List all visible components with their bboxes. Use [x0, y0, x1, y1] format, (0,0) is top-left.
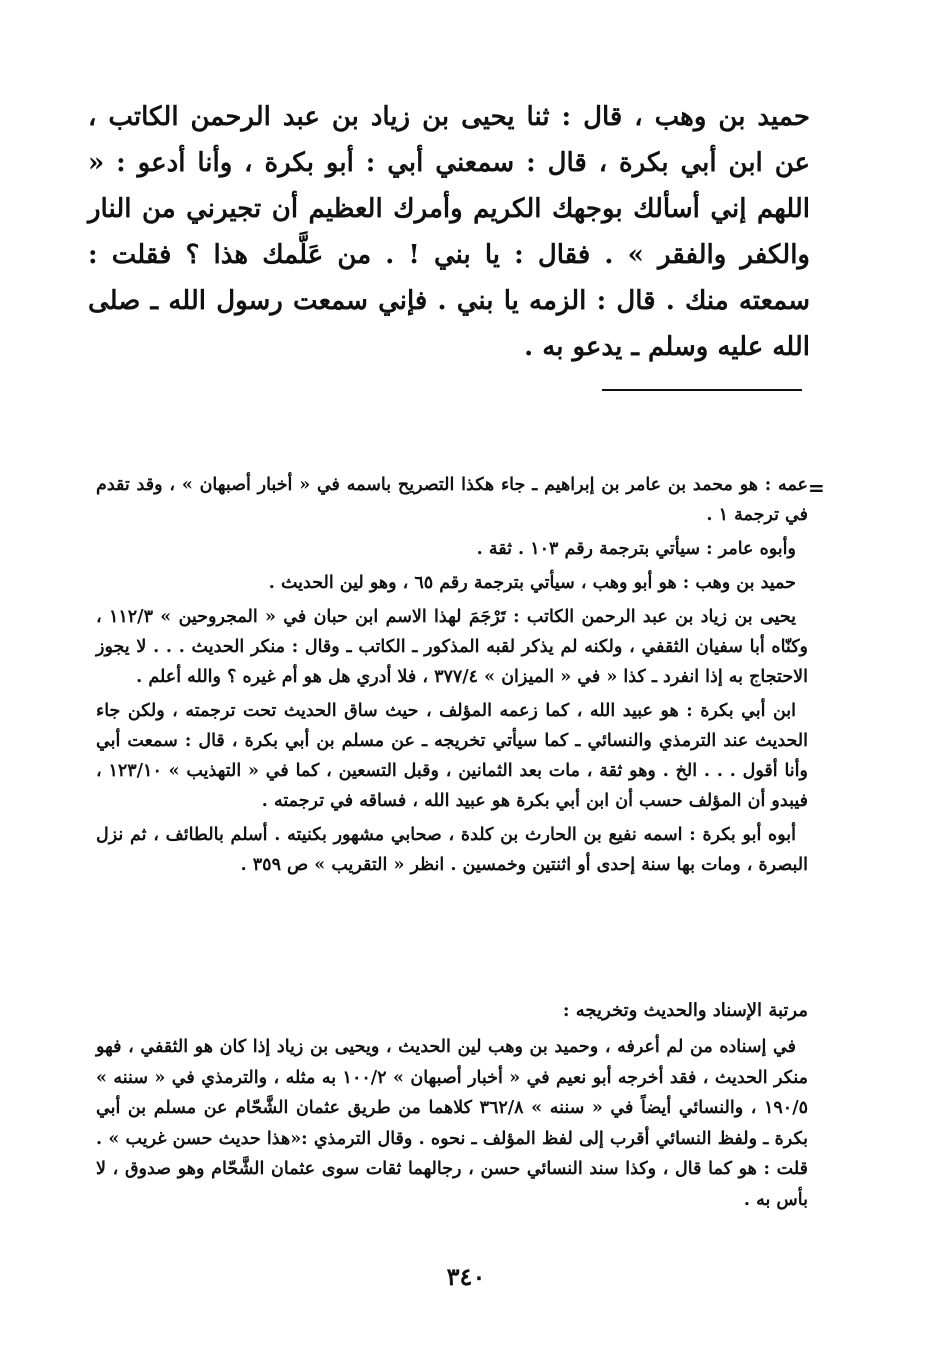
footnotes-block: [96, 470, 808, 884]
page-number: ٣٤٠: [446, 1262, 486, 1291]
footnote-continuation-marker: =: [808, 476, 825, 500]
section-body-text: في إسناده من لم أعرفه ، وحميد بن وهب لين الحديث ، ويحيى بن زياد إذا كان هو الثقفي ، فهو منكر الحديث ، فقد أخرجه أبو نعيم في « أخبار أصبهان » ١٠٠/٢ به مثله ، والترمذي في « سننه » ١٩٠/٥ ، والنسائي أيضاً في « سننه » ٣٦٢/٨ كلاهما من طريق عثمان الشَّحّام عن مسلم بن أبي بكرة ـ ولفظ النسائي أقرب إلى لفظ المؤلف ـ نحوه . وقال الترمذي :«هذا حديث حسن غريب » . قلت : هو كما قال ، وكذا سند النسائي حسن ، رجالهما ثقات سوى عثمان الشَّحّام وهو صدوق ، لا بأس به .: [96, 1037, 808, 1210]
section-heading: مرتبة الإسناد والحديث وتخريجه :: [562, 1000, 808, 1021]
footnote-paragraph: ابن أبي بكرة : هو عبيد الله ، كما زعمه المؤلف ، حيث ساق الحديث تحت ترجمته ، ولكن جاء الحديث عند الترمذي والنسائي ـ كما سيأتي تخريجه ـ عن مسلم بن أبي بكرة ، قال : سمعت أبي وأنا أقول . . . الخ . وهو ثقة ، مات بعد الثمانين ، وقبل التسعين ، كما في « التهذيب » ١٢٣/١٠ ، فيبدو أن المؤلف حسب أن ابن أبي بكرة هو عبيد الله ، فساقه في ترجمته .: [96, 701, 808, 811]
footnote-paragraph: عمه : هو محمد بن عامر بن إبراهيم ـ جاء هكذا التصريح باسمه في « أخبار أصبهان » ، وقد تقدم في ترجمة ١ .: [96, 475, 808, 525]
footnote-paragraph: وأبوه عامر : سيأتي بترجمة رقم ١٠٣ . ثقة .: [476, 539, 796, 559]
footnote-paragraph: حميد بن وهب : هو أبو وهب ، سيأتي بترجمة رقم ٦٥ ، وهو لين الحديث .: [268, 573, 796, 593]
main-paragraph: حميد بن وهب ، قال : ثنا يحيى بن زياد بن عبد الرحمن الكاتب ، عن ابن أبي بكرة ، قال : سمعني أبي : أبو بكرة ، وأنا أدعو : « اللهم إني أسألك بوجهك الكريم وأمرك العظيم أن تجيرني من النار والكفر والفقر » . فقال : يا بني ! . من عَلَّمك هذا ؟ فقلت : سمعته منك . قال : الزمه يا بني . فإني سمعت رسول الله ـ صلى الله عليه وسلم ـ يدعو به .: [88, 102, 810, 362]
footnote-separator-line: [602, 389, 802, 391]
footnote-paragraph: يحيى بن زياد بن عبد الرحمن الكاتب : تَرْجَمَ لهذا الاسم ابن حبان في « المجروحين » ١١٢/٣ ، وكنّاه أبا سفيان الثقفي ، ولكنه لم يذكر لقبه المذكور ـ الكاتب ـ وقال : منكر الحديث . . . لا يجوز الاحتجاج به إذا انفرد ـ كذا « في « الميزان » ٣٧٧/٤ ، فلا أدري هل هو أم غيره ؟ والله أعلم .: [96, 607, 808, 687]
main-hadith-text: [88, 94, 810, 370]
footnote-paragraph: أبوه أبو بكرة : اسمه نفيع بن الحارث بن كلدة ، صحابي مشهور بكنيته . أسلم بالطائف ، ثم نزل البصرة ، ومات بها سنة إحدى أو اثنتين وخمسين . انظر « التقريب » ص ٣٥٩ .: [96, 825, 808, 875]
